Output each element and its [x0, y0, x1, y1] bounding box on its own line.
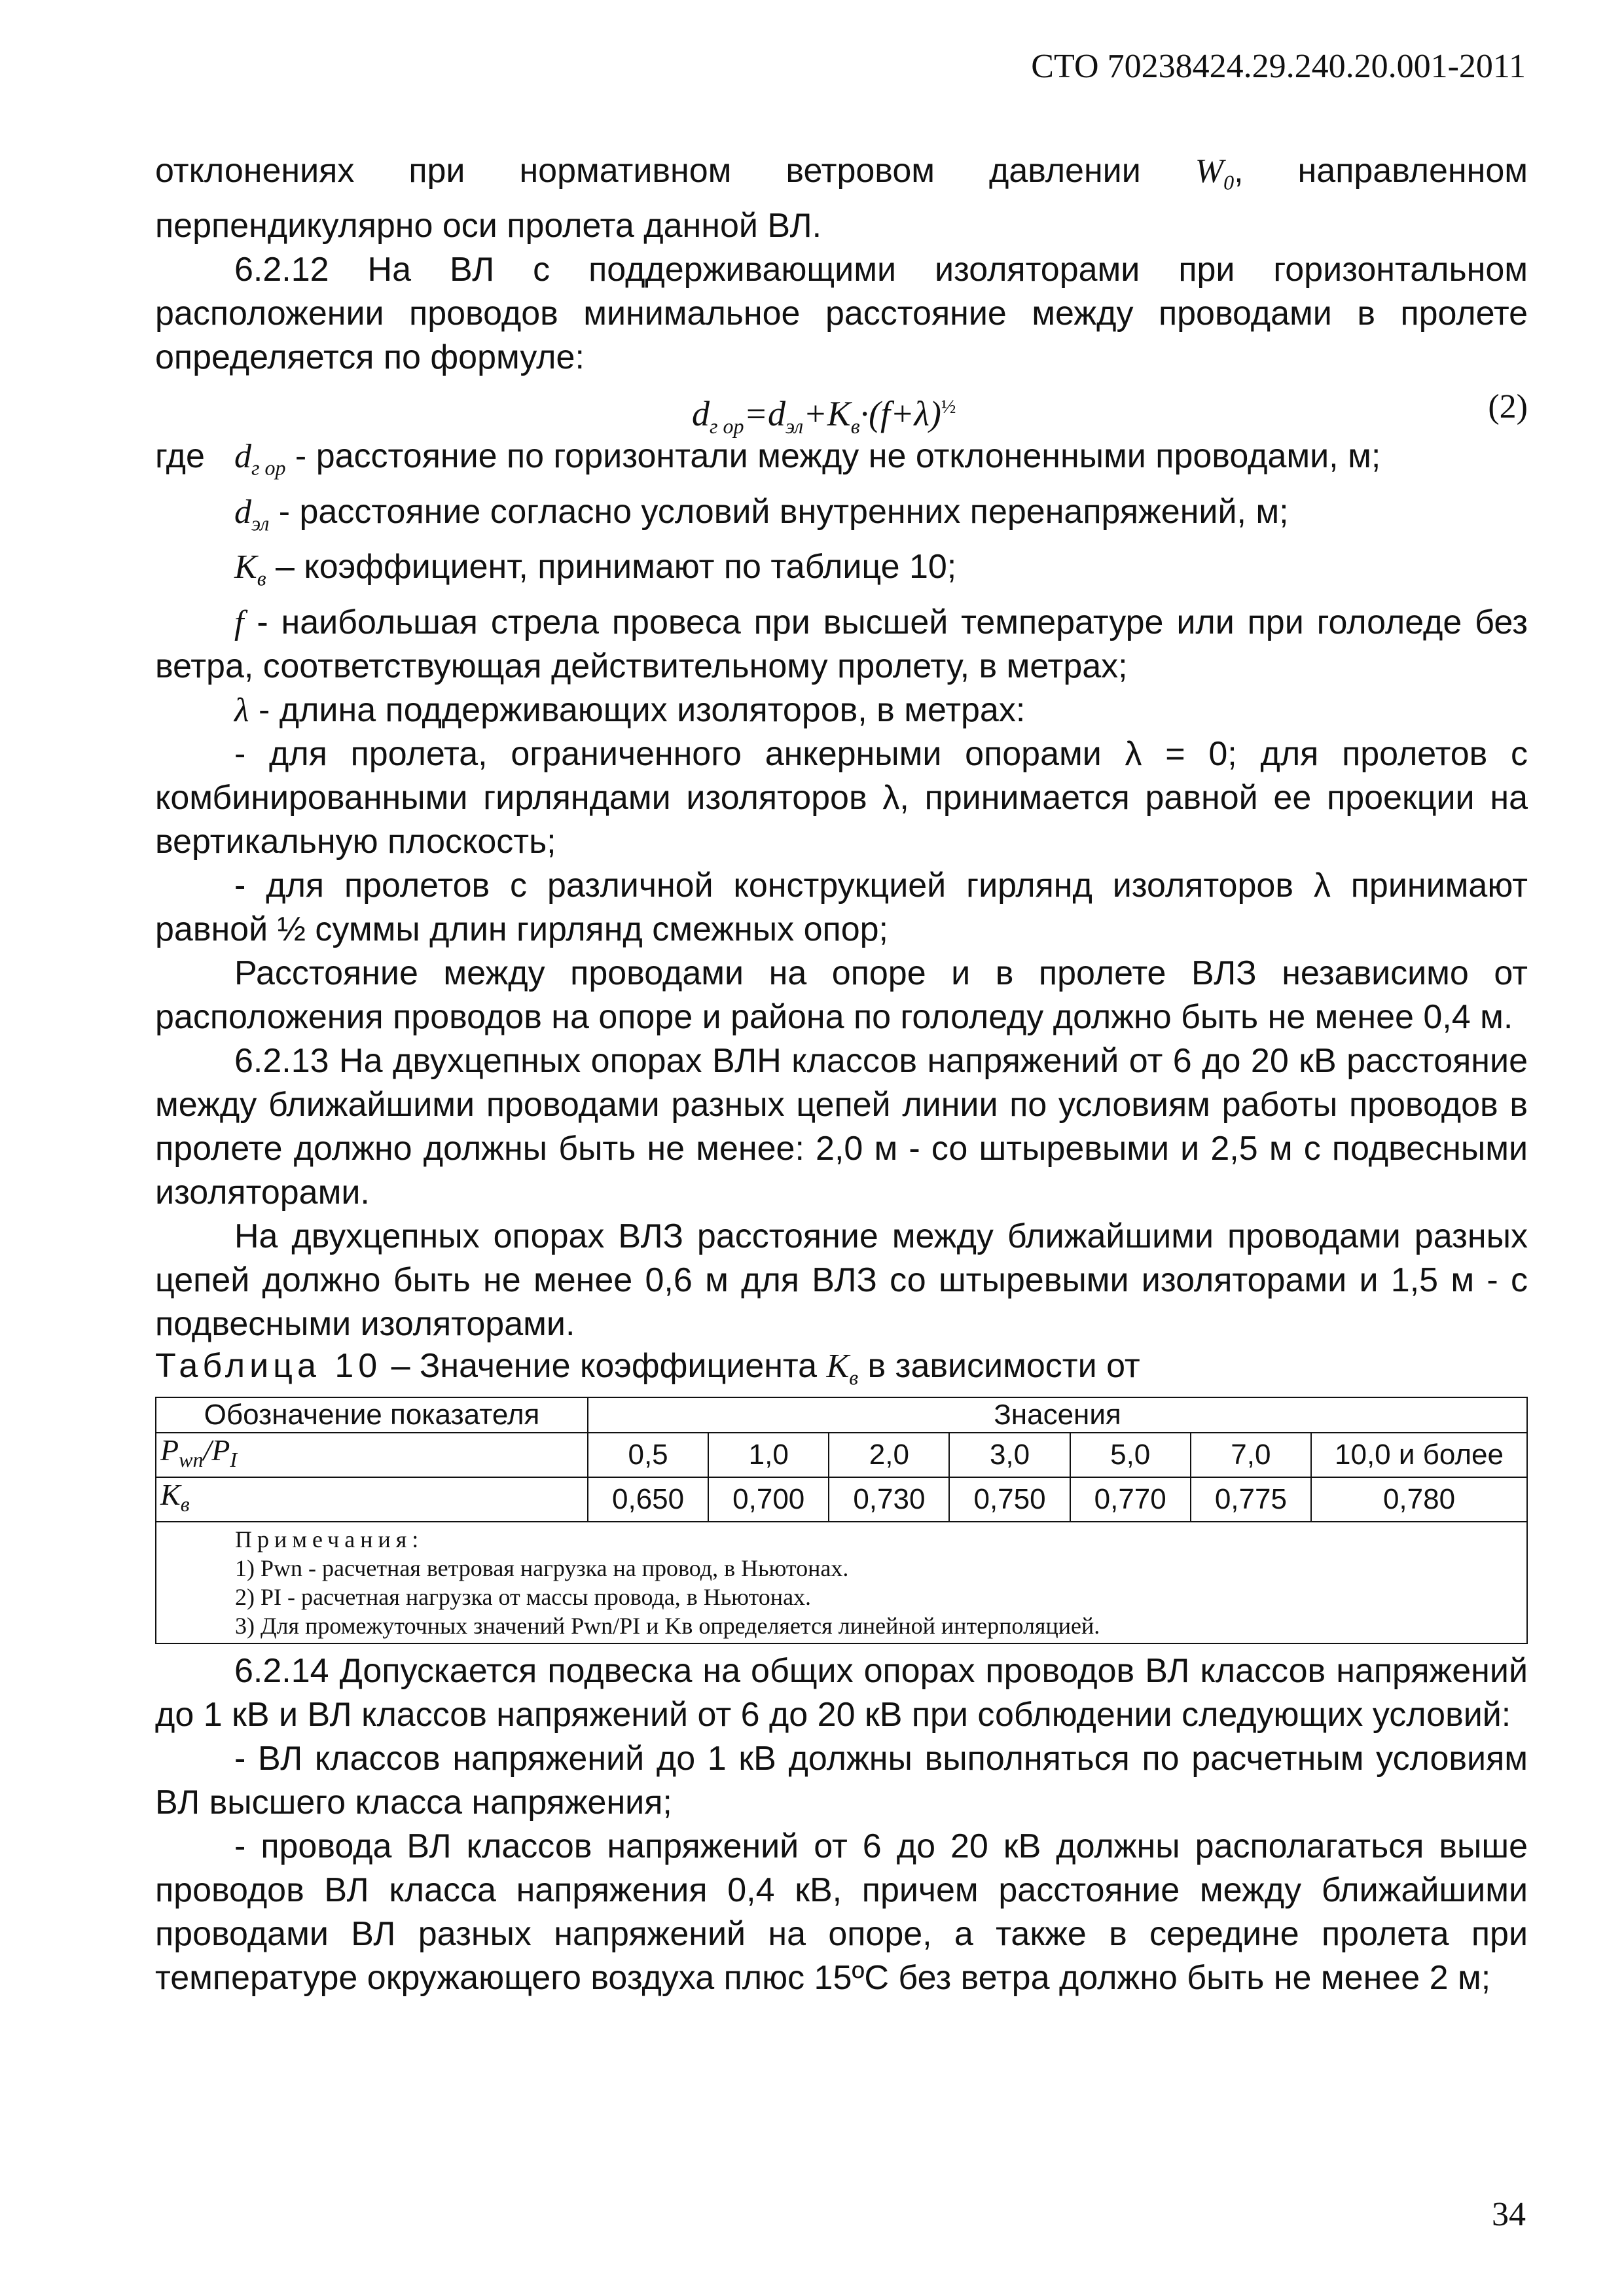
note-3: 3) Для промежуточных значений Pwn/PI и Kв определяется линейной интерполяцией. [235, 1613, 1100, 1640]
table-10 [155, 1397, 1528, 1644]
note-2: 2) PI - расчетная нагрузка от массы провода, в Ньютонах. [235, 1584, 812, 1611]
bullet-anchor-spans: - для пролета, ограниченного анкерными опорами λ = 0; для пролетов с комбинированными гирляндами изоляторов λ, принимается равной ее проекции на вертикальную плоскость; [155, 734, 1528, 861]
table-notes [156, 1522, 1527, 1643]
row-label-coefficient: $K_в$ [156, 1477, 588, 1522]
table-cell: 0,730 [829, 1477, 949, 1522]
definition-lambda: λ - длина поддерживающих изоляторов, в метрах: [234, 691, 1026, 729]
clause-6-2-12: 6.2.12 На ВЛ с поддерживающими изоляторами при горизонтальном расположении проводов минимальное расстояние между проводами в пролете определяется по формуле: [155, 251, 1528, 377]
condition-1: - ВЛ классов напряжений до 1 кВ должны выполняться по расчетным условиям ВЛ высшего класса напряжения; [155, 1740, 1528, 1822]
intro-paragraph: отклонениях при нормативном ветровом давлении $W_0$, направленном перпендикулярно оси пролета данной ВЛ. [155, 152, 1528, 245]
clause-6-2-14: 6.2.14 Допускается подвеска на общих опорах проводов ВЛ классов напряжений до 1 кВ и ВЛ классов напряжений от 6 до 20 кВ при соблюдении следующих условий: [155, 1652, 1528, 1734]
formula-expression: $d_{г ор}=d_{эл}+K_в\cdot(f+\lambda)^{\frac{1}{2}}$ [692, 394, 956, 439]
paragraph-double-circuit: На двухцепных опорах ВЛЗ расстояние между ближайшими проводами разных цепей должно быть не менее 0,6 м для ВЛЗ со штыревыми изоляторами и 1,5 м - с подвесными изоляторами. [155, 1217, 1528, 1343]
table-header-row [156, 1397, 1527, 1433]
definition-d-el: $d_{эл}$ - расстояние согласно условий внутренних перенапряжений, м; [234, 492, 1289, 535]
table-cell: 0,5 [588, 1433, 708, 1477]
table-cell: 0,775 [1191, 1477, 1311, 1522]
notes-title: Примечания: [235, 1526, 424, 1553]
paragraph-vlz-distance: Расстояние между проводами на опоре и в пролете ВЛЗ независимо от расположения проводов на опоре и района по гололеду должно быть не менее 0,4 м. [155, 954, 1528, 1036]
row-label-ratio: $P_{wn}/P_I$ [156, 1433, 588, 1477]
bullet-mixed-strings: - для пролетов с различной конструкцией гирлянд изоляторов λ принимают равной ½ суммы длин гирлянд смежных опор; [155, 866, 1528, 948]
table-10-caption: Таблица 10 – Значение коэффициента $K_в$ в зависимости от [155, 1346, 1140, 1389]
page-number: 34 [1492, 2196, 1526, 2233]
table-notes-row [156, 1522, 1527, 1643]
header-values: Знасения [588, 1397, 1527, 1433]
document-body [155, 149, 1528, 2000]
table-cell: 5,0 [1070, 1433, 1191, 1477]
table-cell: 3,0 [949, 1433, 1070, 1477]
table-cell: 0,780 [1311, 1477, 1527, 1522]
table-cell: 0,770 [1070, 1477, 1191, 1522]
condition-2: - провода ВЛ классов напряжений от 6 до 20 кВ должны располагаться выше проводов ВЛ класса напряжения 0,4 кВ, причем расстояние между ближайшими проводами ВЛ разных напряжений на опоре, а также в середине пролета при температуре окружающего воздуха плюс 15ºС без ветра должно быть не менее 2 м; [155, 1827, 1528, 1998]
formula-2 [155, 380, 1528, 439]
definition-f: f - наибольшая стрела провеса при высшей температуре или при гололеде без ветра, соответствующая действительному пролету, в метрах; [155, 603, 1528, 685]
header-parameter: Обозначение показателя [156, 1397, 588, 1433]
table-cell: 10,0 и более [1311, 1433, 1527, 1477]
equation-number: (2) [1488, 388, 1528, 426]
table-row-coefficient [156, 1477, 1527, 1522]
table-cell: 1,0 [708, 1433, 829, 1477]
table-cell: 0,700 [708, 1477, 829, 1522]
document-code-header: СТО 70238424.29.240.20.001-2011 [1031, 48, 1526, 85]
definition-d-gor: где $d_{г ор}$ - расстояние по горизонтали между не отклоненными проводами, м; [155, 437, 1381, 480]
table-cell: 2,0 [829, 1433, 949, 1477]
clause-6-2-13: 6.2.13 На двухцепных опорах ВЛН классов напряжений от 6 до 20 кВ расстояние между ближайшими проводами разных цепей линии по условиям работы проводов в пролете должно должны быть не менее: 2,0 м - со штыревыми и 2,5 м с подвесными изоляторами. [155, 1041, 1528, 1211]
table-cell: 0,650 [588, 1477, 708, 1522]
wind-pressure-symbol: W [1195, 152, 1224, 190]
table-cell: 7,0 [1191, 1433, 1311, 1477]
note-1: 1) Pwn - расчетная ветровая нагрузка на провод, в Ньютонах. [235, 1555, 849, 1582]
definition-k: $K_в$ – коэффициент, принимают по таблице 10; [234, 548, 957, 590]
table-cell: 0,750 [949, 1477, 1070, 1522]
table-row-ratio [156, 1433, 1527, 1477]
